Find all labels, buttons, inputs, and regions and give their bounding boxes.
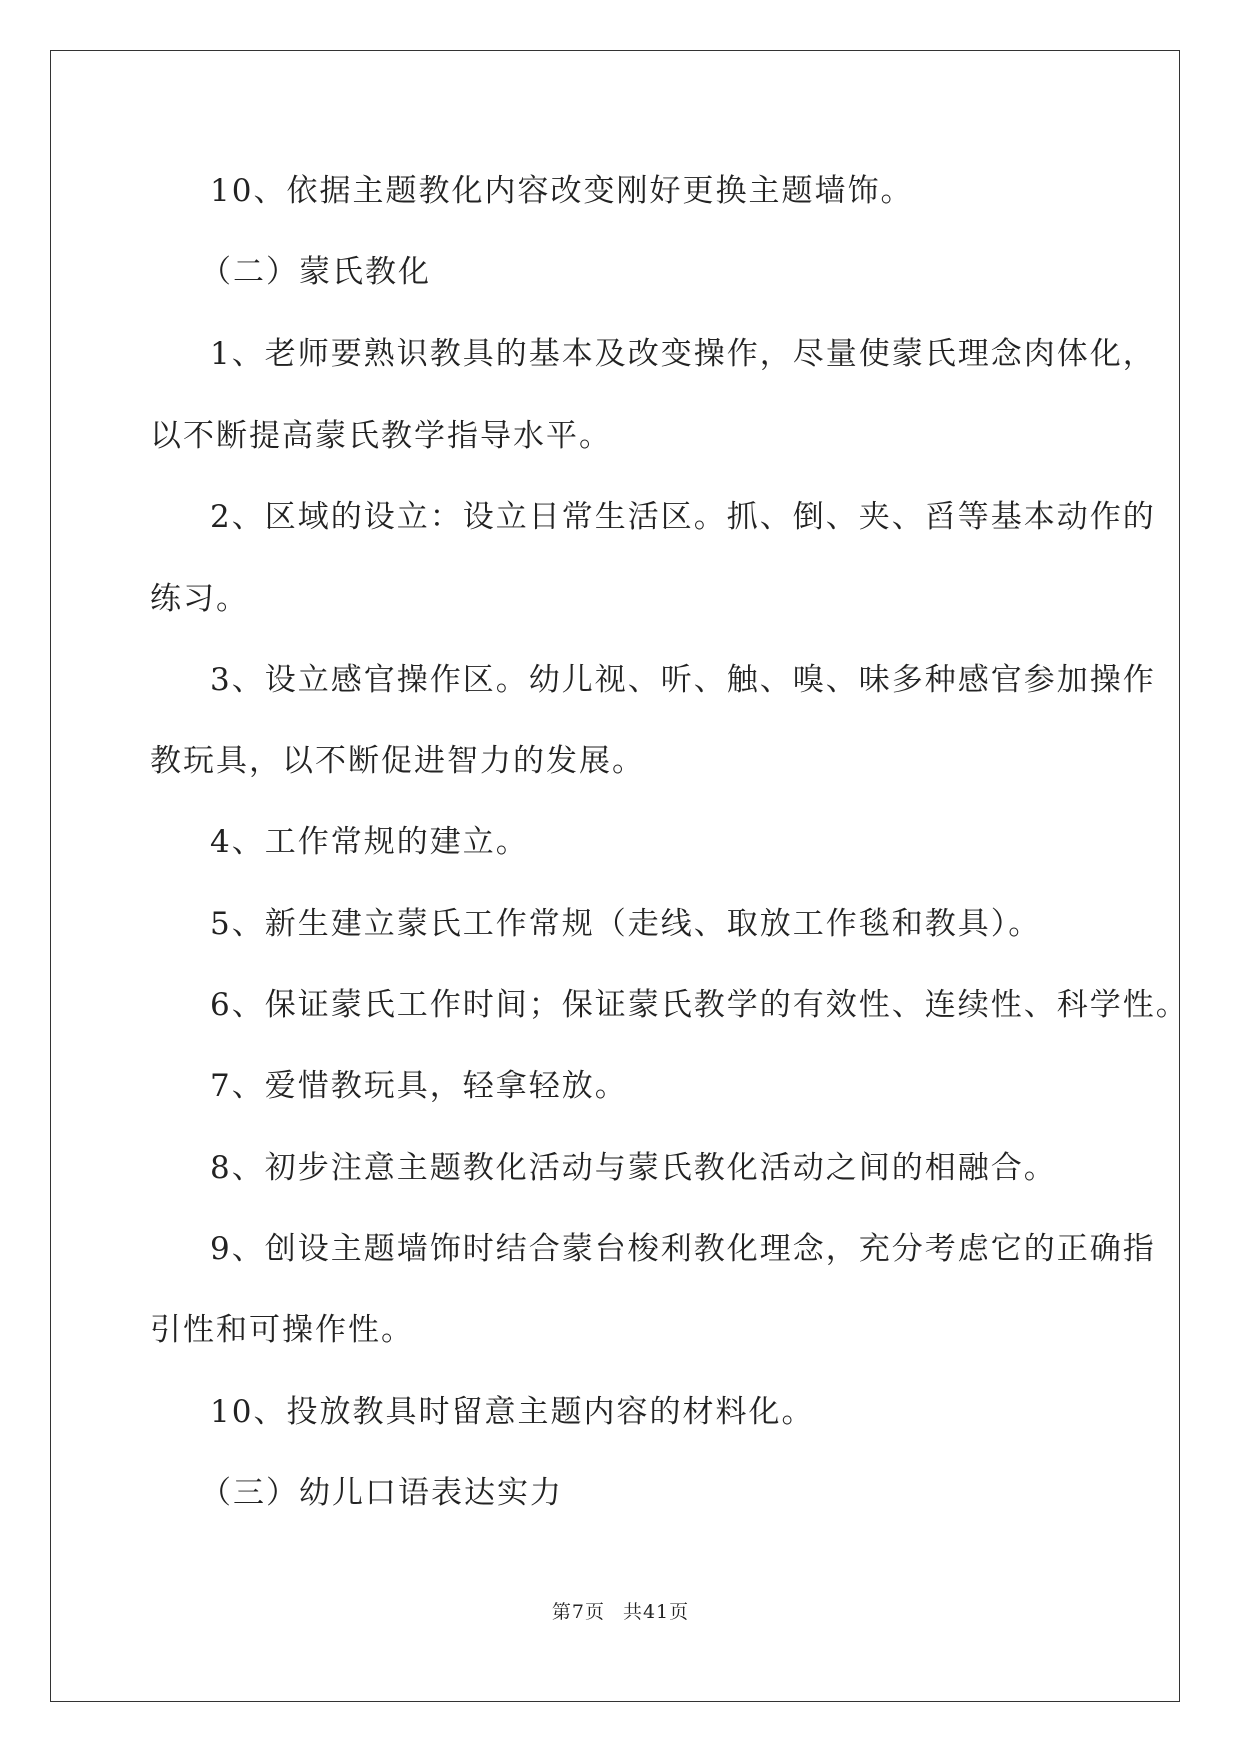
page-border (50, 50, 1180, 1702)
paragraph-line: 1、老师要熟识教具的基本及改变操作，尽量使蒙氏理念肉体化， (210, 336, 1156, 372)
paragraph-line: 引性和可操作性。 (150, 1312, 414, 1348)
paragraph-line: 教玩具，以不断促进智力的发展。 (150, 743, 645, 779)
section-heading: （三）幼儿口语表达实力 (200, 1475, 563, 1511)
paragraph-line: 10、投放教具时留意主题内容的材料化。 (210, 1394, 815, 1430)
paragraph-line: 以不断提高蒙氏教学指导水平。 (150, 418, 612, 454)
paragraph-line: 6、保证蒙氏工作时间；保证蒙氏教学的有效性、连续性、科学性。 (210, 987, 1189, 1023)
page-footer (0, 1600, 1241, 1624)
page-total: 共41页 (622, 1601, 690, 1623)
paragraph-line: 3、设立感官操作区。幼儿视、听、触、嗅、味多种感官参加操作 (210, 662, 1156, 698)
paragraph-line: 7、爱惜教玩具，轻拿轻放。 (210, 1068, 628, 1104)
paragraph-line: 5、新生建立蒙氏工作常规（走线、取放工作毯和教具）。 (210, 906, 1042, 942)
paragraph-line: 8、初步注意主题教化活动与蒙氏教化活动之间的相融合。 (210, 1150, 1057, 1186)
paragraph-line: 练习。 (150, 581, 249, 617)
paragraph-line: 4、工作常规的建立。 (210, 824, 529, 860)
section-heading: （二）蒙氏教化 (200, 254, 431, 290)
paragraph-line: 2、区域的设立：设立日常生活区。抓、倒、夹、舀等基本动作的 (210, 499, 1156, 535)
paragraph-line: 10、依据主题教化内容改变刚好更换主题墙饰。 (210, 173, 914, 209)
paragraph-line: 9、创设主题墙饰时结合蒙台梭利教化理念，充分考虑它的正确指 (210, 1231, 1156, 1267)
page-number: 第7页 (551, 1601, 605, 1623)
